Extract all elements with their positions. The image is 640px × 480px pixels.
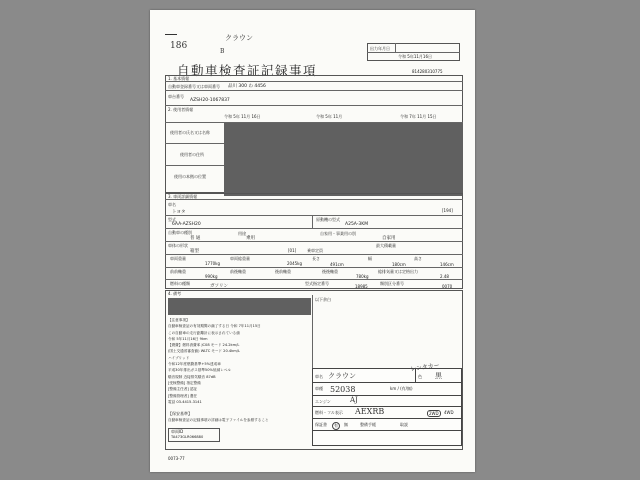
rule [165, 199, 463, 200]
memo-engine-label: エンジン [315, 399, 331, 404]
memo-number-label: 車種 [315, 386, 323, 391]
vehicle-type-value: 普 通 [190, 236, 201, 241]
note-line: 自動車検査証の有効期間の満了する日 令和 7年11月15日 [168, 324, 261, 329]
note-line: [受検整備] 指定整備 [168, 380, 201, 385]
redacted-user-info [224, 123, 463, 196]
maker-code: [194] [442, 208, 453, 213]
rule [312, 406, 462, 407]
page-title: 自動車検査証記録事項 [177, 63, 318, 78]
engine-label: 原動機の型式 [316, 217, 340, 222]
rear-rear-axle-label: 後後軸重 [322, 269, 338, 274]
redacted-notes [168, 298, 311, 315]
rule [165, 215, 463, 216]
displacement-label: 総排気量又は定格出力 [378, 269, 418, 274]
rule [312, 215, 313, 228]
handwritten-b: B [220, 48, 225, 55]
memo-aexrb-value: AEXRB [355, 407, 385, 416]
inspection-certificate-page [150, 10, 475, 472]
rule [165, 81, 463, 82]
memo-model-label: 車名 [315, 374, 323, 379]
note-line: [整備主任者] 認証 [168, 387, 198, 392]
note-line: 【燃費】燃料消費率 JC08 モード 24.2km/L [168, 343, 240, 348]
rule [312, 382, 462, 383]
body-shape-label: 車体の形状 [168, 243, 188, 248]
body-shape-value: 箱型 [190, 249, 199, 254]
front-rear-axle-label: 前後軸重 [230, 269, 246, 274]
body-code: [01] [288, 248, 297, 253]
car-id-value: TA473GLR066880 [171, 435, 204, 439]
rule [165, 143, 225, 144]
stamp-divider-h [367, 52, 460, 53]
serial-number: 814280310775 [412, 69, 443, 74]
memo-key-value: AJ [350, 396, 358, 404]
type-number-label: 型式指定番号 [305, 281, 329, 286]
rule [165, 279, 463, 280]
capacity-label: 乗車定員 [307, 248, 323, 253]
user-name-label: 使用者の氏名又は名称 [170, 130, 210, 135]
rule [312, 418, 462, 419]
rear-rear-axle-value: 780kg [356, 274, 369, 279]
date-expiry: 令和 7年 11月 15日 [400, 114, 437, 119]
date-second: 令和 5年 11月 [316, 114, 343, 119]
memo-warranty-no: 無 [344, 422, 348, 427]
memo-4wd: 4WD [444, 410, 454, 415]
vehicle-details-header: 3. 車両詳細情報 [168, 194, 198, 199]
rule [165, 228, 463, 229]
purpose-label: 自家用・事業用の別 [320, 231, 356, 236]
width-label: 幅 [368, 256, 372, 261]
handwritten-dash [165, 34, 177, 35]
memo-fuel-label: 燃料・フル表示 [315, 410, 343, 415]
note-line: 電話 03-4415-3141 [168, 399, 202, 404]
output-date-value: 令和 5年11月16日 [398, 54, 432, 59]
use-label: 用途 [238, 231, 246, 236]
user-address-label: 使用者の住所 [180, 152, 204, 157]
weight-value: 1770kg [205, 261, 221, 266]
memo-notebook-label: 整備手帳 [360, 422, 376, 427]
maker-label: 車名 [168, 202, 176, 207]
memo-color-value: 黒 [435, 372, 442, 380]
rule [415, 368, 416, 382]
user-info-header: 2. 使用者情報 [168, 107, 194, 112]
note-line: ハイブリッド [168, 355, 190, 360]
maker-value: トヨタ [172, 210, 186, 215]
basic-info-header: 1. 基本情報 [168, 76, 190, 81]
handwritten-rental: レンタカー [409, 361, 441, 374]
memo-2wd: 2WD [429, 411, 439, 416]
output-date-label: 出力年月日 [370, 46, 390, 51]
note-line: 【注意事項】 [168, 318, 190, 322]
rule [165, 241, 463, 242]
chassis-value: AZSH20-1067837 [190, 98, 230, 103]
model-label: 型式 [168, 217, 176, 222]
note-line: (国土交通省審査値) WLTC モード 20.4km/L [168, 349, 240, 354]
notes-lines [168, 317, 310, 405]
memo-number-value: 52038 [330, 385, 356, 394]
rule [165, 165, 225, 166]
notes-bottom-text: 自動車検査証の記録事項の詳細は電子ファイルを参照すること [168, 418, 269, 422]
memo-manual-label: 取説 [400, 422, 408, 427]
max-load-label: 最大積載量 [376, 243, 396, 248]
model-value: 6AA-AZSH20 [172, 222, 201, 227]
rear-front-axle-label: 後前軸重 [275, 269, 291, 274]
memo-color-label: 色 [418, 374, 422, 379]
car-id-label: 車両ID [171, 429, 184, 434]
rule [165, 90, 463, 91]
memo-warranty-yes: 有 [334, 423, 338, 428]
rule [165, 105, 463, 106]
type-number-value: 18985 [355, 284, 368, 289]
notes-bottom-label: 【保安基準】 [168, 411, 192, 416]
memo-model-value: クラウン [328, 372, 356, 380]
height-label: 高さ [414, 256, 422, 261]
handwritten-model: クラウン [225, 34, 253, 42]
height-value: 146cm [440, 262, 454, 267]
memo-km-label: km / (有/無) [390, 386, 413, 391]
note-line: 騒音規制 近接排気騒音 87dB [168, 374, 216, 379]
category-number-value: 0070 [442, 284, 453, 289]
weight-label: 車両重量 [170, 256, 186, 261]
vehicle-type-label: 自動車の種別 [168, 230, 192, 235]
note-line: 平成30年排出ガス基準50%低減レベル [168, 368, 231, 373]
note-line: 令和 5年11月16日 9km [168, 336, 208, 341]
gross-weight-label: 車両総重量 [230, 256, 250, 261]
length-value: 491cm [330, 262, 344, 267]
reg-number-label: 自動車登録番号又は車両番号 [168, 84, 220, 89]
rule [165, 267, 463, 268]
fuel-label: 燃料の種類 [170, 281, 190, 286]
rule [312, 395, 462, 396]
chassis-label: 車台番号 [168, 94, 184, 99]
front-front-axle-value: 990kg [205, 274, 218, 279]
rule [312, 430, 462, 431]
notes-right-header: 以下余白 [315, 297, 331, 302]
note-line: この自動車の走行距離計に表示されている値 [168, 330, 240, 335]
category-number-label: 類別区分番号 [380, 281, 404, 286]
base-location-label: 使用の本拠の位置 [174, 174, 206, 179]
gross-weight-value: 2045kg [287, 261, 303, 266]
notes-header: 4. 備考 [168, 291, 182, 296]
use-value: 乗用 [246, 236, 255, 241]
note-line: [整備管理者] 選任 [168, 393, 198, 398]
displacement-value: 2.48 [440, 274, 449, 279]
fuel-value: ガソリン [210, 284, 228, 289]
purpose-value: 自家用 [382, 236, 396, 241]
length-label: 長さ [312, 256, 320, 261]
reg-number-value: 品川 300 わ 4456 [228, 84, 266, 89]
stamp-divider [395, 43, 396, 52]
handwritten-number: 186 [170, 41, 188, 51]
note-line: 令和12年度燃費基準+5%達成車 [168, 362, 221, 367]
front-front-axle-label: 前前軸重 [170, 269, 186, 274]
memo-warranty-label: 保証書 [315, 422, 327, 427]
footer-code: 0073-77 [168, 456, 185, 461]
rule [165, 254, 463, 255]
engine-value: A25A-3KM [345, 222, 369, 227]
date-first: 令和 5年 11月 16日 [224, 114, 261, 119]
width-value: 180cm [392, 262, 406, 267]
